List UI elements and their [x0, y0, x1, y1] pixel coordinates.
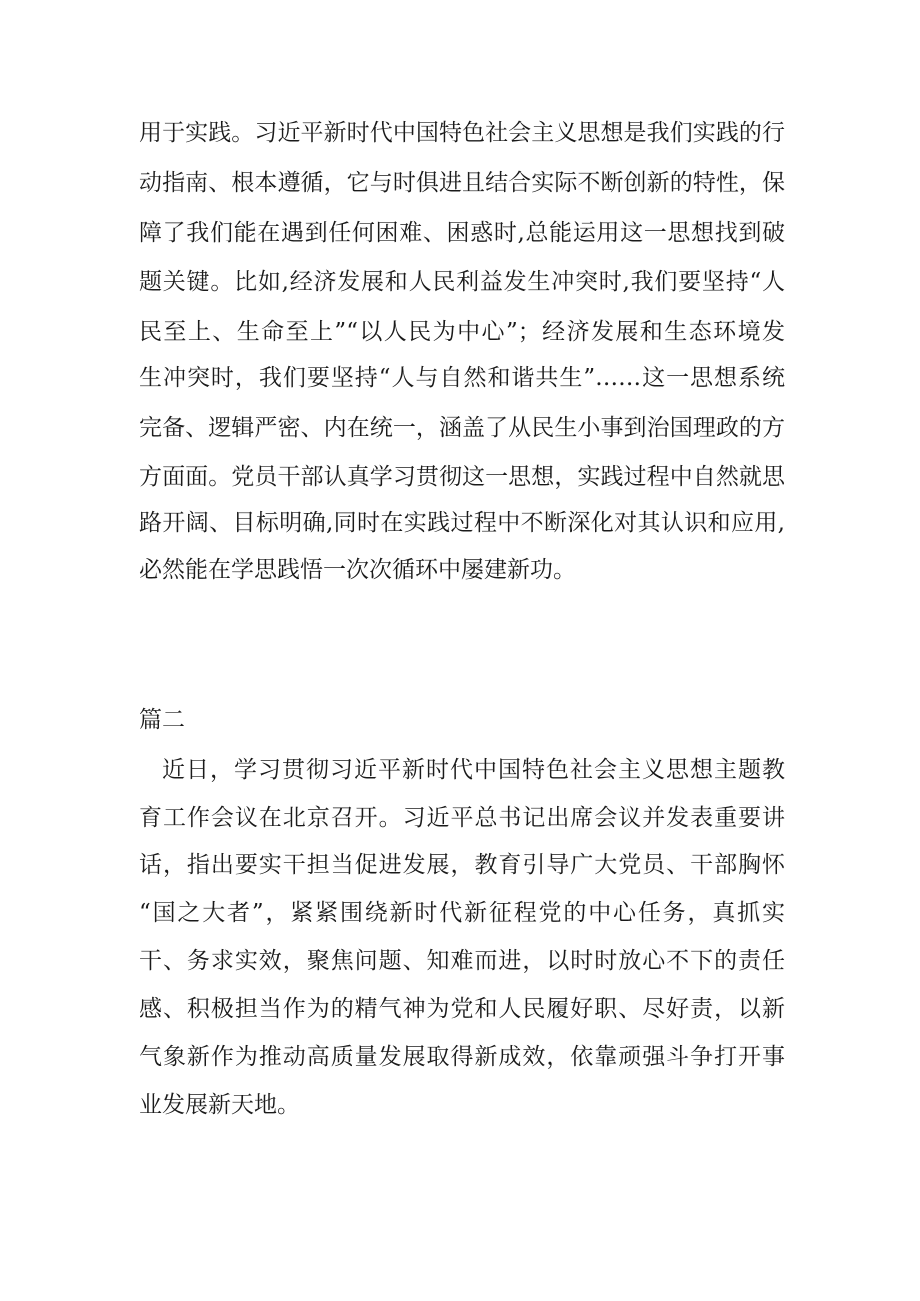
paragraph-line: 育工作会议在北京召开。习近平总书记出席会议并发表重要讲	[139, 805, 785, 831]
paragraph-line: 用于实践。习近平新时代中国特色社会主义思想是我们实践的行	[139, 120, 785, 146]
paragraph-line: 干、务求实效，聚焦问题、知难而进，以时时放心不下的责任	[139, 948, 785, 974]
paragraph-line: 路开阔、目标明确,同时在实践过程中不断深化对其认识和应用,	[139, 510, 785, 536]
paragraph-line: 气象新作为推动高质量发展取得新成效，依靠顽强斗争打开事	[139, 1044, 785, 1070]
paragraph-line: 民至上、生命至上”“以人民为中心”；经济发展和生态环境发	[139, 319, 785, 345]
paragraph-line: 题关键。比如,经济发展和人民利益发生冲突时,我们要坚持“人	[139, 269, 785, 295]
paragraph-line: 方面面。党员干部认真学习贯彻这一思想，实践过程中自然就思	[139, 464, 785, 490]
paragraph-line: 感、积极担当作为的精气神为党和人民履好职、尽好责，以新	[139, 996, 785, 1022]
paragraph-line: 生冲突时，我们要坚持“人与自然和谐共生”……这一思想系统	[139, 365, 785, 391]
section-heading: 篇二	[139, 707, 185, 733]
paragraph-line: 近日，学习贯彻习近平新时代中国特色社会主义思想主题教	[162, 757, 785, 783]
paragraph-line: “国之大者”，紧紧围绕新时代新征程党的中心任务，真抓实	[139, 900, 785, 926]
paragraph-line: 障了我们能在遇到任何困难、困惑时,总能运用这一思想找到破	[139, 220, 785, 246]
paragraph-line: 话，指出要实干担当促进发展，教育引导广大党员、干部胸怀	[139, 852, 785, 878]
paragraph-line: 动指南、根本遵循，它与时俱进且结合实际不断创新的特性，保	[139, 170, 785, 196]
paragraph-line: 必然能在学思践悟一次次循环中屡建新功。	[139, 557, 576, 583]
paragraph-line: 业发展新天地。	[139, 1092, 300, 1118]
paragraph-line: 完备、逻辑严密、内在统一，涵盖了从民生小事到治国理政的方	[139, 415, 785, 441]
